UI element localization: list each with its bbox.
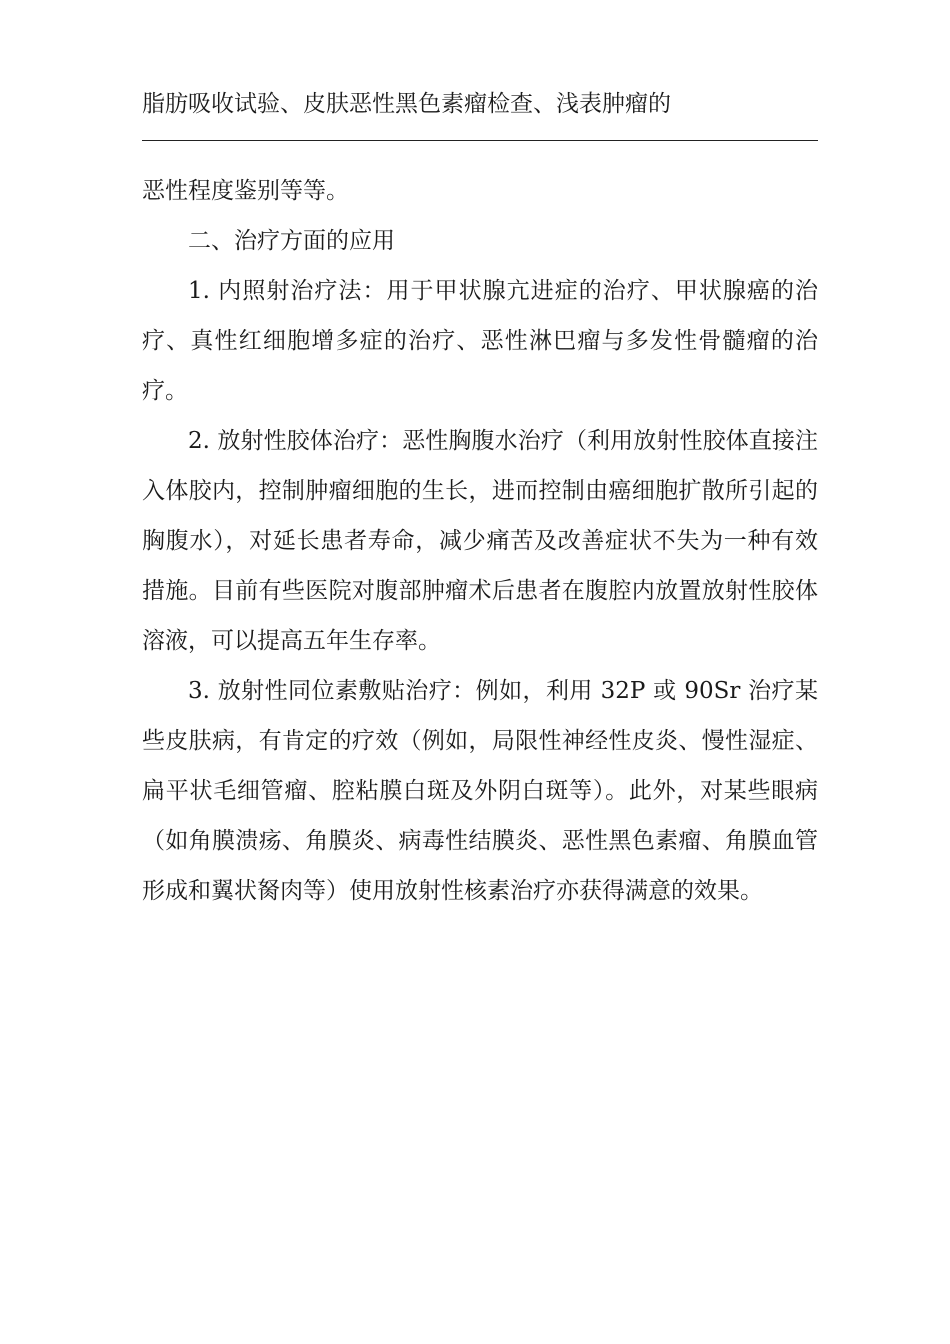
document-body <box>142 166 818 916</box>
paragraph-colloid-therapy: 2. 放射性胶体治疗：恶性胸腹水治疗（利用放射性胶体直接注入体胶内，控制肿瘤细胞的生长，进而控制由癌细胞扩散所引起的胸腹水），对延长患者寿命，减少痛苦及改善症状不失为一种有效措施。目前有些医院对腹部肿瘤术后患者在腹腔内放置放射性胶体溶液，可以提高五年生存率。 <box>142 428 818 654</box>
section-heading: 二、治疗方面的应用 <box>188 228 395 254</box>
continuation-paragraph: 恶性程度鉴别等等。 <box>142 178 349 204</box>
header-divider <box>142 140 818 141</box>
paragraph-applicator-therapy: 3. 放射性同位素敷贴治疗：例如，利用 32P 或 90Sr 治疗某些皮肤病，有肯定的疗效（例如，局限性神经性皮炎、慢性湿症、扁平状毛细管瘤、腔粘膜白斑及外阴白斑等）。此外，对某些眼病（如角膜溃疡、角膜炎、病毒性结膜炎、恶性黑色素瘤、角膜血管形成和翼状胬肉等）使用放射性核素治疗亦获得满意的效果。 <box>142 678 818 904</box>
paragraph-internal-irradiation: 1. 内照射治疗法：用于甲状腺亢进症的治疗、甲状腺癌的治疗、真性红细胞增多症的治疗、恶性淋巴瘤与多发性骨髓瘤的治疗。 <box>142 278 818 404</box>
page-header-text: 脂肪吸收试验、皮肤恶性黑色素瘤检查、浅表肿瘤的 <box>142 91 671 117</box>
